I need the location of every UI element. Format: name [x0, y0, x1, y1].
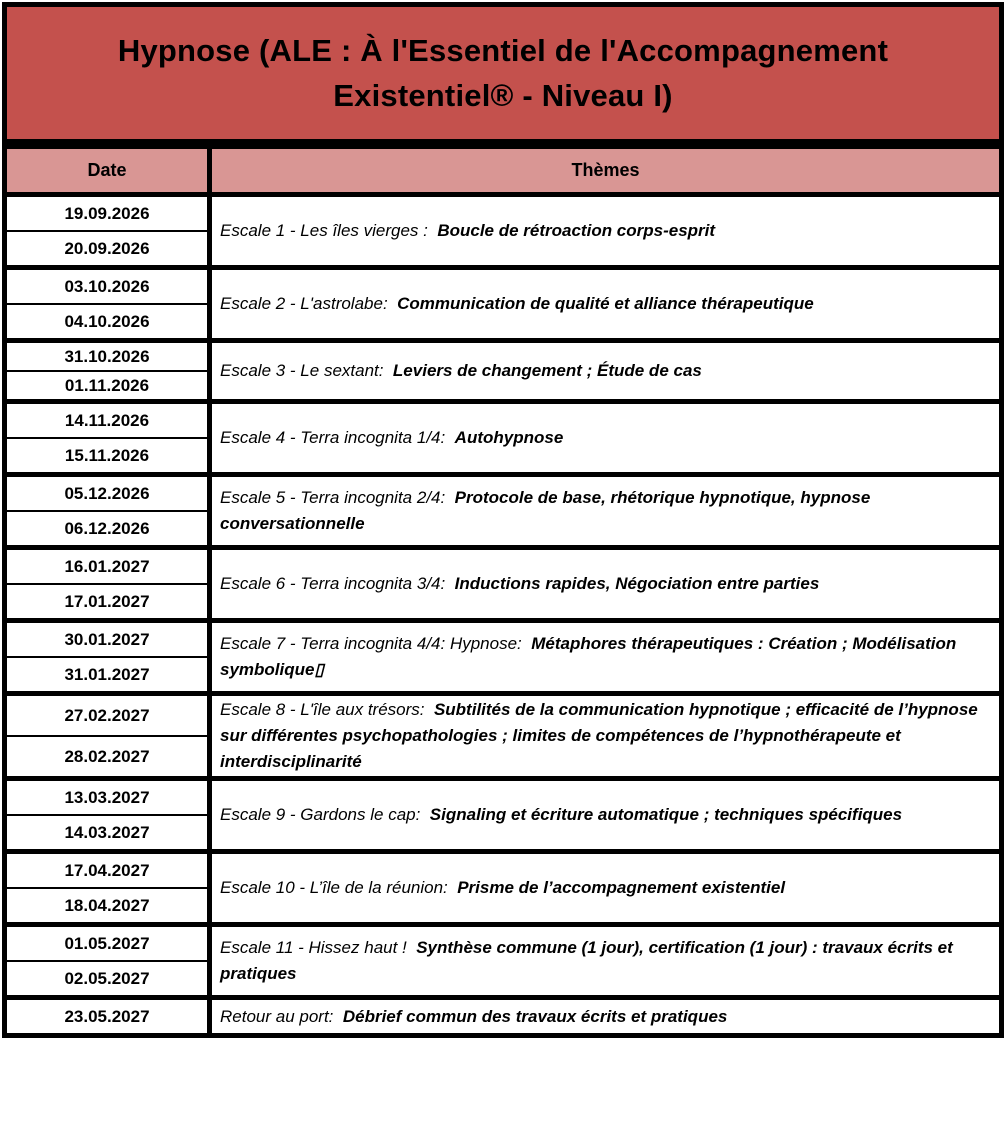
theme-lead-text: Escale 10 - L’île de la réunion:: [220, 878, 458, 897]
theme-lead-text: Retour au port:: [220, 1006, 343, 1026]
theme-bold-text: Débrief commun des travaux écrits et pratiques: [342, 1006, 728, 1026]
page-title-line-1: Hypnose (ALE : À l'Essentiel de l'Accompagnement: [117, 33, 889, 68]
schedule-row: [5, 475, 1002, 512]
theme-cell: [210, 998, 1002, 1036]
theme-cell: [210, 195, 1002, 268]
date-cell: 31.10.2026: [5, 341, 210, 372]
theme-cell: [210, 402, 1002, 475]
theme-lead-text: Escale 1 - Les îles vierges :: [220, 221, 438, 240]
date-cell: 05.12.2026: [5, 475, 210, 512]
date-cell: 01.05.2027: [5, 925, 210, 962]
date-cell: 31.01.2027: [5, 657, 210, 694]
schedule-row: [5, 341, 1002, 372]
theme-bold-text: Subtilités de la communication hypnotique ; efficacité de l’hypnose sur différentes psychopathologies ; limites de compétences de l’hypnothérapeute et interdisciplinarité: [220, 700, 983, 771]
date-cell: 14.03.2027: [5, 815, 210, 852]
schedule-page: [2, 2, 1004, 1038]
theme-cell: [210, 852, 1002, 925]
schedule-table: [2, 144, 1004, 1038]
date-cell: 16.01.2027: [5, 548, 210, 585]
theme-bold-text: Leviers de changement ; Étude de cas: [392, 361, 702, 380]
date-cell: 06.12.2026: [5, 511, 210, 548]
theme-cell: [210, 779, 1002, 852]
theme-lead-text: Escale 5 - Terra incognita 2/4:: [220, 488, 455, 507]
date-cell: 28.02.2027: [5, 736, 210, 779]
schedule-row: [5, 694, 1002, 737]
course-title-banner: [2, 2, 1004, 144]
schedule-row: [5, 195, 1002, 232]
page-title: [118, 28, 888, 118]
schedule-row: [5, 779, 1002, 816]
theme-cell: [210, 475, 1002, 548]
date-cell: 01.11.2026: [5, 371, 210, 402]
theme-lead-text: Escale 11 - Hissez haut !: [220, 938, 417, 957]
theme-bold-text: Inductions rapides, Négociation entre parties: [454, 574, 820, 593]
schedule-row: [5, 548, 1002, 585]
theme-lead-text: Escale 3 - Le sextant:: [220, 361, 393, 380]
schedule-row: [5, 925, 1002, 962]
theme-cell: [210, 548, 1002, 621]
table-header-row: [5, 147, 1002, 195]
date-cell: 13.03.2027: [5, 779, 210, 816]
theme-bold-text: Prisme de l’accompagnement existentiel: [457, 878, 786, 897]
date-cell: 15.11.2026: [5, 438, 210, 475]
date-cell: 20.09.2026: [5, 231, 210, 268]
theme-cell: [210, 621, 1002, 694]
date-cell: 19.09.2026: [5, 195, 210, 232]
theme-cell: [210, 268, 1002, 341]
theme-lead-text: Escale 6 - Terra incognita 3/4:: [220, 574, 455, 593]
column-header-themes: Thèmes: [210, 147, 1002, 195]
column-header-date: Date: [5, 147, 210, 195]
date-cell: 04.10.2026: [5, 304, 210, 341]
theme-bold-text: Métaphores thérapeutiques : Création ; Modélisation symbolique▯: [220, 634, 962, 679]
theme-lead-text: Escale 2 - L'astrolabe:: [220, 294, 398, 313]
theme-lead-text: Escale 8 - L'île aux trésors:: [220, 700, 434, 719]
date-cell: 27.02.2027: [5, 694, 210, 737]
theme-lead-text: Escale 4 - Terra incognita 1/4:: [220, 428, 455, 447]
theme-bold-text: Synthèse commune (1 jour), certification (1 jour) : travaux écrits et pratiques: [220, 938, 958, 983]
date-cell: 23.05.2027: [5, 998, 210, 1036]
date-cell: 18.04.2027: [5, 888, 210, 925]
page-title-line-2: Existentiel® - Niveau I): [333, 78, 673, 113]
date-cell: 02.05.2027: [5, 961, 210, 998]
theme-lead-text: Escale 7 - Terra incognita 4/4: Hypnose:: [220, 634, 532, 653]
date-cell: 14.11.2026: [5, 402, 210, 439]
theme-cell: [210, 925, 1002, 998]
theme-bold-text: Signaling et écriture automatique ; techniques spécifiques: [429, 805, 903, 824]
theme-bold-text: Communication de qualité et alliance thérapeutique: [397, 294, 814, 313]
schedule-row: [5, 268, 1002, 305]
schedule-row: [5, 402, 1002, 439]
theme-lead-text: Escale 9 - Gardons le cap:: [220, 805, 430, 824]
theme-bold-text: Protocole de base, rhétorique hypnotique, hypnose conversationnelle: [220, 488, 876, 533]
schedule-row: [5, 852, 1002, 889]
theme-cell: [210, 694, 1002, 779]
schedule-row: [5, 621, 1002, 658]
theme-cell: [210, 341, 1002, 402]
schedule-row: [5, 998, 1002, 1036]
date-cell: 17.01.2027: [5, 584, 210, 621]
theme-bold-text: Boucle de rétroaction corps-esprit: [437, 221, 716, 240]
date-cell: 17.04.2027: [5, 852, 210, 889]
date-cell: 03.10.2026: [5, 268, 210, 305]
date-cell: 30.01.2027: [5, 621, 210, 658]
theme-bold-text: Autohypnose: [454, 428, 564, 447]
